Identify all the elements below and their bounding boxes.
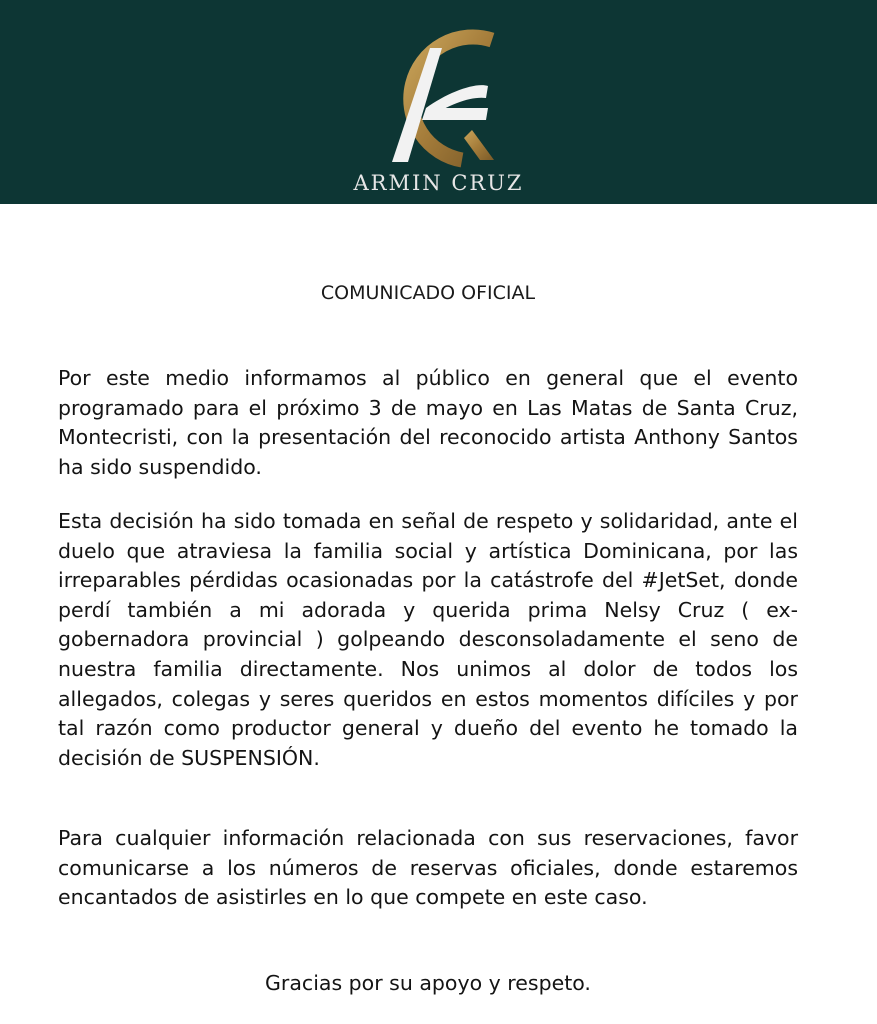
header-banner <box>0 0 877 204</box>
paragraph-2: Esta decisión ha sido tomada en señal de respeto y solidaridad, ante el duelo que atraviesa la familia social y artística Dominicana, por las irreparables pérdidas ocasionadas por la catástrofe del #JetSet, donde perdí también a mi adorada y querida prima Nelsy Cruz ( ex-gobernadora provincial ) golpeando desconsoladamente el seno de nuestra familia directamente. Nos unimos al dolor de todos los allegados, colegas y seres queridos en estos momentos difíciles y por tal razón como productor general y dueño del evento he tomado la decisión de SUSPENSIÓN. <box>58 509 798 770</box>
closing-line: Gracias por su apoyo y respeto. <box>265 971 591 995</box>
paragraph-1: Por este medio informamos al público en general que el evento programado para el próximo 3 de mayo en Las Matas de Santa Cruz, Montecristi, con la presentación del reconocido artista Anthony Santos ha sido suspendido. <box>58 366 798 479</box>
document-title: COMUNICADO OFICIAL <box>320 282 536 304</box>
paragraph-3: Para cualquier información relacionada con sus reservaciones, favor comunicarse a los números de reservas oficiales, donde estaremos encantados de asistirles en lo que compete en este caso. <box>58 826 798 910</box>
brand-name: ARMIN CRUZ <box>353 171 524 195</box>
ac-monogram-logo-icon <box>368 12 500 170</box>
